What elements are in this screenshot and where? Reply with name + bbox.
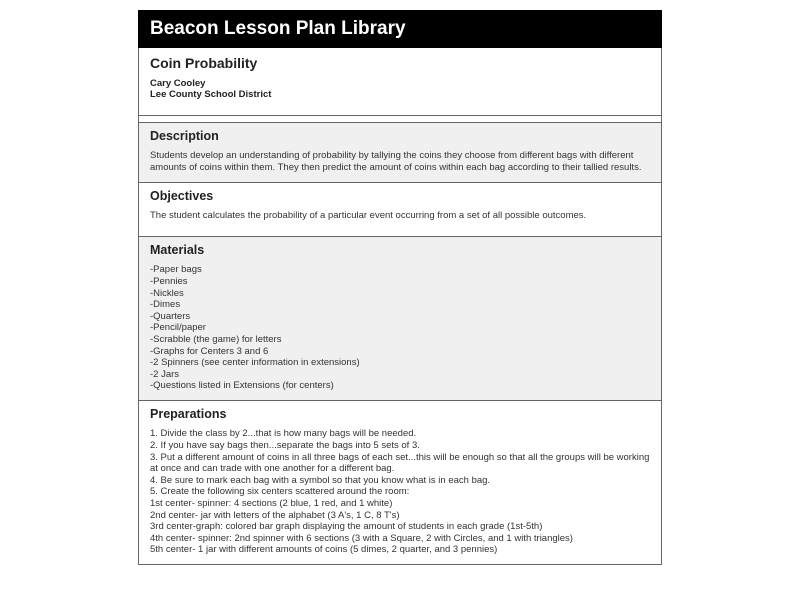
lesson-page [138,10,662,565]
lesson-author: Cary Cooley [150,77,206,89]
preparation-step: 4. Be sure to mark each bag with a symbol so that you know what is in each bag. [150,474,491,486]
preparation-step: 2. If you have say bags then...separate the bags into 5 sets of 3. [150,440,420,452]
material-item: -2 Jars [150,368,180,380]
preparation-step: 2nd center- jar with letters of the alphabet (3 A's, 1 C, 8 T's) [150,509,400,521]
material-item: -Pencil/paper [150,322,206,334]
lesson-district: Lee County School District [150,89,272,101]
description-section [138,122,662,183]
material-item: -2 Spinners (see center information in extensions) [150,357,360,369]
materials-section [138,237,662,401]
preparation-step: 4th center- spinner: 2nd spinner with 6 sections (3 with a Square, 2 with Circles, and 1 with triangles) [150,532,573,544]
preparation-step: 1st center- spinner: 4 sections (2 blue, 1 red, and 1 white) [150,498,393,510]
lesson-header [138,48,662,116]
material-item: -Dimes [150,299,181,311]
material-item: -Questions listed in Extensions (for centers) [150,380,334,392]
preparation-step: 5th center- 1 jar with different amounts of coins (5 dimes, 2 quarter, and 3 pennies) [150,544,498,556]
preparations-heading: Preparations [150,406,227,421]
material-item: -Quarters [150,310,191,322]
description-heading: Description [150,128,219,143]
preparation-step: 1. Divide the class by 2...that is how many bags will be needed. [150,428,417,440]
preparations-section [138,401,662,565]
preparation-step: 5. Create the following six centers scattered around the room: [150,486,410,498]
objectives-section [138,183,662,237]
material-item: -Graphs for Centers 3 and 6 [150,345,269,357]
description-text: Students develop an understanding of probability by tallying the coins they choose from different bags with different amounts of coins within them. They then predict the amount of coins within each bag according to their tallied results. [150,150,642,173]
material-item: -Nickles [150,287,184,299]
lesson-title: Coin Probability [150,55,258,71]
preparation-step: 3. Put a different amount of coins in all three bags of each set...this will be enough so that all the groups will be working at once and can trade with one another for a different bag. [150,451,650,475]
objectives-heading: Objectives [150,188,214,203]
materials-heading: Materials [150,242,205,257]
site-banner: Beacon Lesson Plan Library [138,10,662,48]
objectives-text: The student calculates the probability of a particular event occurring from a set of all possible outcomes. [150,210,587,222]
material-item: -Pennies [150,275,188,287]
material-item: -Paper bags [150,264,202,276]
preparation-step: 3rd center-graph: colored bar graph displaying the amount of students in each grade (1st-5th) [150,521,543,533]
material-item: -Scrabble (the game) for letters [150,333,282,345]
